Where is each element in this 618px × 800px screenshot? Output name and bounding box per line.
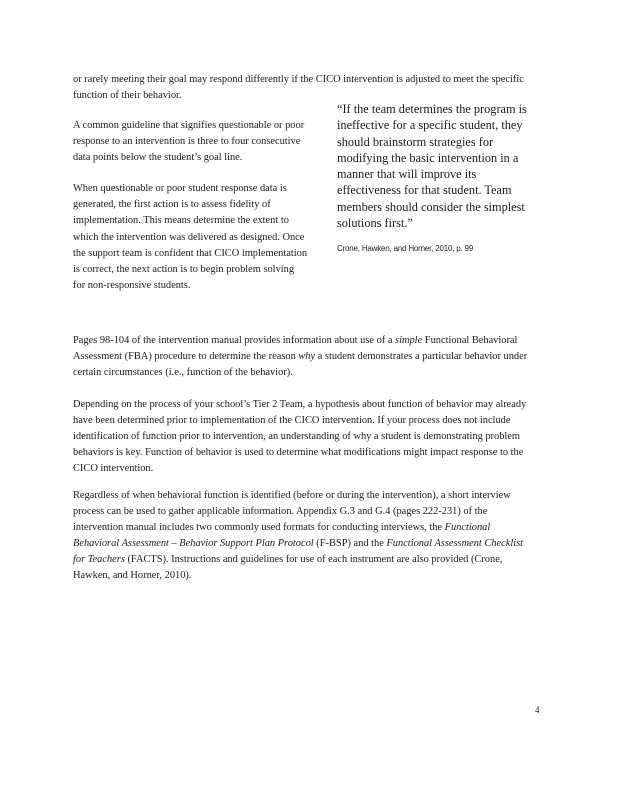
continued-text: or rarely meeting their goal may respond differently if the CICO intervention is adjusted to meet the specific function of their behavior. — [73, 74, 524, 102]
tier2-paragraph: Depending on the process of your school’s Tier 2 Team, a hypothesis about function of behavior may already have been determined prior to implementation of the CICO intervention. If your process does not include identification of function prior to intervention, an understanding of why a student is demonstrating problem behaviors is key. Function of behavior is used to determine what modifications might impact response to the CICO intervention. — [73, 399, 527, 475]
facts-title: Functional Assessment Checklist for Teachers — [73, 538, 524, 566]
interview-text-3: (FACTS). Instructions and guidelines for use of each instrument are also provided (Crone, Hawken, and Horner, 2010). — [73, 554, 503, 582]
fba-emphasis-simple: simple — [395, 335, 423, 346]
quote-citation: Crone, Hawken, and Horner, 2010, p. 99 — [337, 244, 474, 254]
fba-emphasis-why: why — [298, 351, 316, 363]
interview-text-1: Regardless of when behavioral function is identified (before or during the intervention), a short interview process can be used to gather applicable information. Appendix G.3 and G.4 (pages 222-231) of the intervention manual includes two commonly used formats for conducting interviews, the — [73, 490, 511, 534]
fbsp-title: Functional Behavioral Assessment – Behavior Support Plan Protocol — [73, 522, 491, 550]
interview-paragraph — [73, 488, 535, 585]
fba-text-1: Pages 98-104 of the intervention manual provides information about use of a — [73, 335, 396, 346]
fba-paragraph — [73, 333, 535, 381]
page-number: 4 — [535, 705, 540, 715]
quote-text: “If the team determines the program is ineffective for a specific student, they should brainstorm strategies for modifying the basic intervention in a manner that will improve its effectiveness for that student. Team members should consider the simplest solutions first.” — [337, 102, 527, 231]
sidebar-quote — [337, 101, 542, 255]
left-column — [73, 118, 308, 309]
fidelity-paragraph: When questionable or poor student response data is generated, the first action is to assess fidelity of implementation. This means determine the extent to which the intervention was delivered as designed. Once the support team is confident that CICO implementation is correct, the next action is to begin problem solving for non-responsive students. — [73, 183, 308, 291]
interview-text-2: (F-BSP) and the — [313, 538, 387, 550]
guideline-paragraph: A common guideline that signifies questionable or poor response to an intervention is three to four consecutive data points below the student’s goal line. — [73, 120, 305, 164]
fba-text-2: Functional Behavioral Assessment (FBA) procedure to determine the reason — [73, 335, 518, 363]
fba-text-3: a student demonstrates a particular behavior under certain circumstances (i.e., function of the behavior). — [73, 351, 528, 379]
